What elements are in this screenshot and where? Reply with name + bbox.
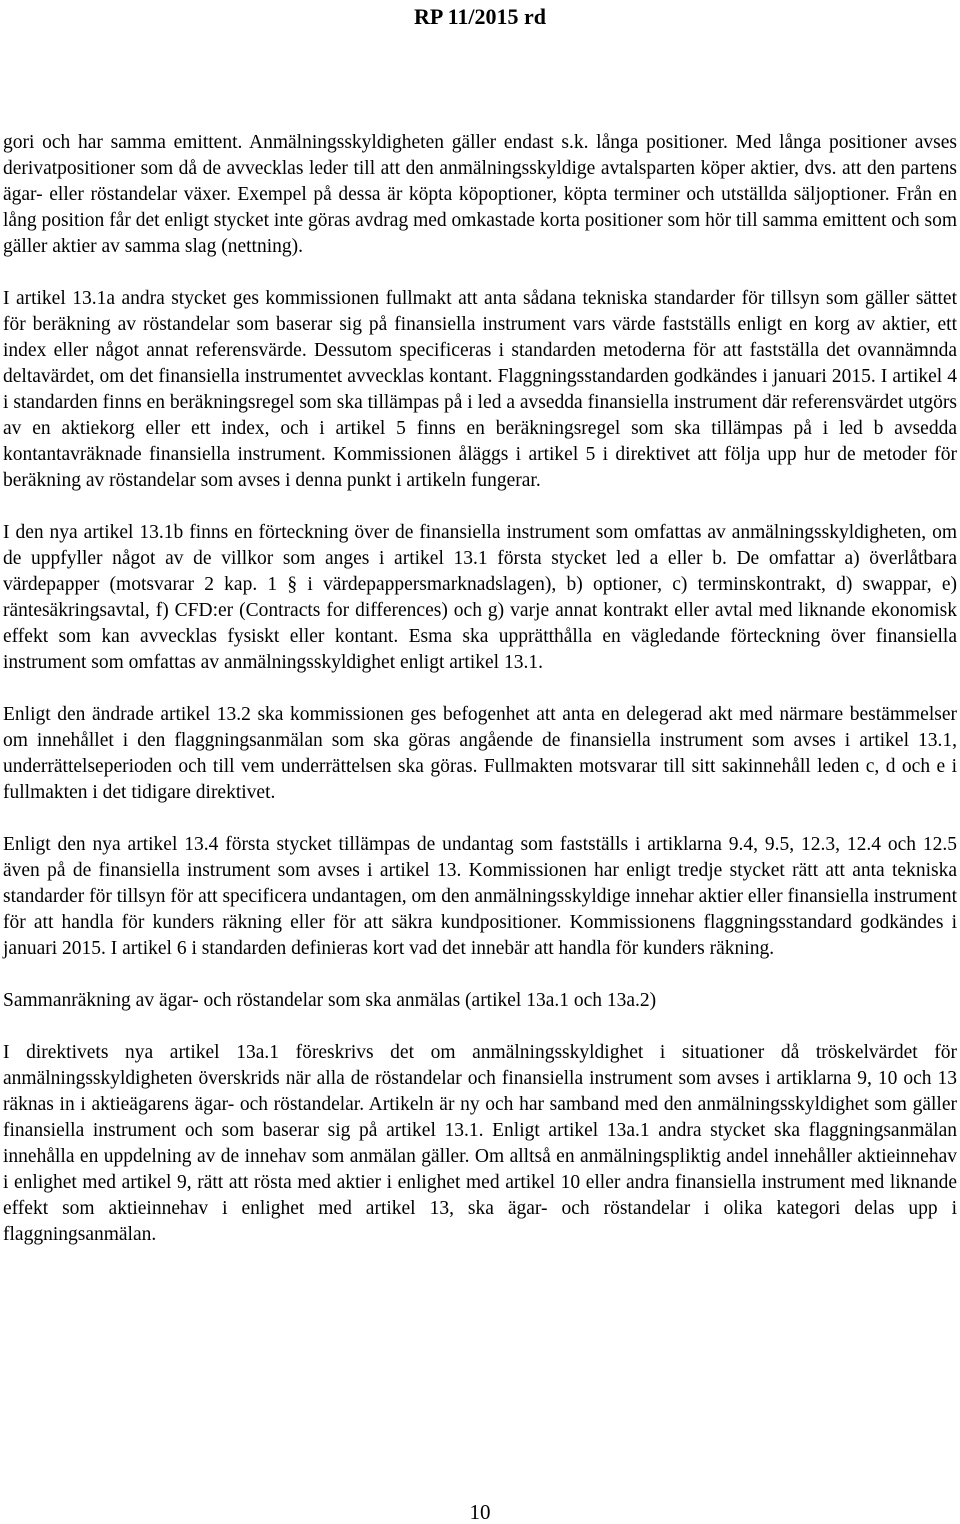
paragraph-2: I artikel 13.1a andra stycket ges kommissionen fullmakt att anta sådana tekniska standarder för tillsyn som gäller sättet för beräkning av röstandelar som baserar sig på finansiella instrument vars värde fastställs enligt en korg av aktier, ett index eller något annat referensvärde. Dessutom specificeras i standarden metoderna för att fastställa det ovannämnda deltavärdet, om det finansiella instrumentet avvecklas kontant. Flaggningsstandarden godkändes i januari 2015. I artikel 4 i standarden finns en beräkningsregel som ska tillämpas på i led a avsedda finansiella instrument där referensvärdet utgörs av en aktiekorg eller ett index, och i artikel 5 finns en beräkningsregel som ska tillämpas på i led b avsedda kontantavräknade finansiella instrument. Kommissionen åläggs i artikel 5 i direktivet att följa upp hur de metoder för beräkning av röstandelar som avses i denna punkt i artikeln fungerar. (3, 288, 957, 491)
page-header: RP 11/2015 rd (413, 4, 546, 29)
section-heading: Sammanräkning av ägar- och röstandelar som ska anmälas (artikel 13a.1 och 13a.2) (3, 990, 657, 1011)
paragraph-3: I den nya artikel 13.1b finns en förteckning över de finansiella instrument som omfattas av anmälningsskyldigheten, om de uppfyller något av de villkor som anges i artikel 13.1 första stycket led a eller b. De omfattar a) överlåtbara värdepapper (motsvarar 2 kap. 1 § i värdepappersmarknadslagen), b) optioner, c) terminskontrakt, d) swappar, e) räntesäkringsavtal, f) CFD:er (Contracts for differences) och g) varje annat kontrakt eller avtal med liknande ekonomisk effekt som kan avvecklas fysiskt eller kontant. Esma ska upprätthålla en vägledande förteckning över finansiella instrument som omfattas av anmälningsskyldighet enligt artikel 13.1. (3, 522, 957, 673)
paragraph-5: Enligt den nya artikel 13.4 första stycket tillämpas de undantag som fastställs i artiklarna 9.4, 9.5, 12.3, 12.4 och 12.5 även på de finansiella instrument som avses i artikel 13. Kommissionen har enligt tredje stycket rätt att anta tekniska standarder för tillsyn för att specificera undantagen, om den anmälningsskyldige innehar aktier eller finansiella instrument för att handla för kunders räkning eller för att säkra kundpositioner. Kommissionens flaggningsstandard godkändes i januari 2015. I artikel 6 i standarden definieras kort vad det innebär att handla för kunders räkning. (3, 834, 957, 959)
page-number: 10 (469, 1500, 491, 1524)
paragraph-1: gori och har samma emittent. Anmälningsskyldigheten gäller endast s.k. långa positioner. Med långa positioner avses derivatpositioner som då de avvecklas leder till att den anmälningsskyldige avtalsparten köper aktier, dvs. att den partens ägar- eller röstandelar växer. Exempel på dessa är köpta köpoptioner, köpta terminer och utställda säljoptioner. Från en lång position får det enligt stycket inte göras avdrag med omkastade korta positioner som hör till samma emittent och som gäller aktier av samma slag (nettning). (3, 132, 957, 257)
paragraph-4: Enligt den ändrade artikel 13.2 ska kommissionen ges befogenhet att anta en delegerad akt med närmare bestämmelser om innehållet i den flaggningsanmälan som ska göras angående de finansiella instrument som avses i artikel 13.1, underrättelseperioden och till vem underrättelsen ska göras. Fullmakten motsvarar till sitt sakinnehåll leden c, d och e i fullmakten i det tidigare direktivet. (3, 704, 957, 803)
paragraph-6: I direktivets nya artikel 13a.1 föreskrivs det om anmälningsskyldighet i situationer då tröskelvärdet för anmälningsskyldigheten överskrids när alla de röstandelar och finansiella instrument som avses i artiklarna 9, 10 och 13 räknas in i aktieägarens ägar- och röstandelar. Artikeln är ny och har samband med den anmälningsskyldighet som gäller finansiella instrument och som baserar sig på artikel 13.1. Enligt artikel 13a.1 andra stycket ska flaggningsanmälan innehålla en uppdelning av de innehav som anmälan gäller. Om alltså en anmälningspliktig andel innehåller aktieinnehav i enlighet med artikel 9, rätt att rösta med aktier i enlighet med artikel 10 eller andra finansiella instrument med liknande effekt som aktieinnehav i enlighet med artikel 13, ska ägar- och röstandelar i olika kategori delas upp i flaggningsanmälan. (3, 1042, 957, 1245)
document-body (3, 130, 957, 1248)
